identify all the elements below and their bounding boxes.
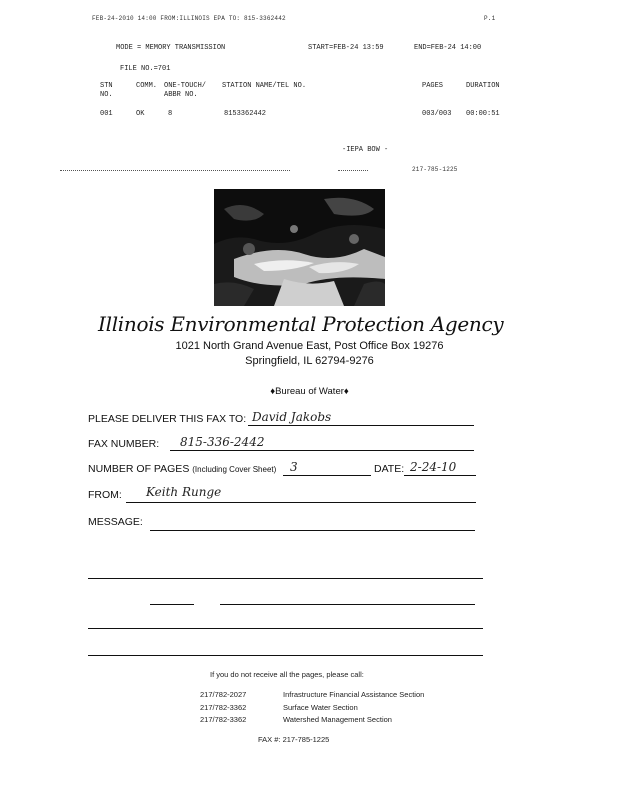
contact-fax: FAX #: 217-785-1225 <box>258 735 330 744</box>
bureau-tag: -IEPA BOW - <box>342 146 389 154</box>
bureau-label: Bureau of Water <box>275 386 344 397</box>
contact-phone: 217/782-3362 <box>200 703 247 712</box>
contact-section: Watershed Management Section <box>283 715 392 724</box>
diamond-icon: ♦ <box>343 386 349 397</box>
log-row-pages: 003/003 <box>422 110 452 118</box>
message-line-2 <box>88 578 483 579</box>
from-label: FROM: <box>88 489 122 501</box>
stream-photo <box>214 189 385 306</box>
contacts-intro: If you do not receive all the pages, please call: <box>210 670 364 679</box>
message-line-1 <box>150 530 475 531</box>
pages-label-note: (Including Cover Sheet) <box>192 465 277 474</box>
from-value: Keith Runge <box>146 485 222 499</box>
deliver-to-label: PLEASE DELIVER THIS FAX TO: <box>88 413 247 425</box>
message-line-4 <box>220 604 475 605</box>
fax-log-divider <box>60 170 290 171</box>
log-row-duration: 00:00:51 <box>466 110 500 118</box>
fax-top-header: FEB-24-2010 14:00 FROM:ILLINOIS EPA TO: 815-3362442 <box>92 15 286 22</box>
contact-section: Infrastructure Financial Assistance Section <box>283 690 425 699</box>
log-col-onetouch: ONE-TOUCH/ ABBR NO. <box>164 82 207 99</box>
fax-number-value: 815-336-2442 <box>180 435 265 449</box>
message-line-3 <box>150 604 194 605</box>
log-row-comm: OK <box>136 110 145 118</box>
deliver-to-line <box>248 425 474 426</box>
contact-phone: 217/782-2027 <box>200 690 247 699</box>
fax-number-line <box>170 450 474 451</box>
fax-mode-line: MODE = MEMORY TRANSMISSION <box>116 44 226 52</box>
fax-end-time: END=FEB-24 14:00 <box>414 44 482 52</box>
diamond-icon: ♦ <box>270 386 276 397</box>
agency-address-line1: 1021 North Grand Avenue East, Post Office Box 19276 <box>175 340 444 352</box>
log-col-duration: DURATION <box>466 82 500 90</box>
log-row-station: 8153362442 <box>224 110 267 118</box>
pages-label <box>88 463 276 475</box>
date-line <box>404 475 476 476</box>
agency-title: Illinois Environmental Protection Agency <box>98 312 504 336</box>
fax-number-label: FAX NUMBER: <box>88 438 160 450</box>
pages-line <box>283 475 371 476</box>
date-label: DATE: <box>374 463 405 475</box>
message-label: MESSAGE: <box>88 516 143 528</box>
date-value: 2-24-10 <box>410 460 457 474</box>
message-line-5 <box>88 628 483 629</box>
message-line-6 <box>88 655 483 656</box>
deliver-to-value: David Jakobs <box>252 410 332 424</box>
fax-file-number: FILE NO.=701 <box>120 65 171 73</box>
fax-page-indicator: P.1 <box>484 15 496 22</box>
contact-section: Surface Water Section <box>283 703 358 712</box>
pages-value: 3 <box>290 460 298 474</box>
log-col-stn: STN NO. <box>100 82 113 99</box>
from-line <box>126 502 476 503</box>
log-row-onetouch: 8 <box>168 110 173 118</box>
contact-phone: 217/782-3362 <box>200 715 247 724</box>
log-col-pages: PAGES <box>422 82 444 90</box>
bureau-heading <box>0 386 619 397</box>
fax-log-divider-right <box>338 170 368 171</box>
log-col-station: STATION NAME/TEL NO. <box>222 82 307 90</box>
log-col-comm: COMM. <box>136 82 158 90</box>
fax-start-time: START=FEB-24 13:59 <box>308 44 384 52</box>
agency-address-line2: Springfield, IL 62794-9276 <box>245 355 374 367</box>
log-row-stn: 001 <box>100 110 113 118</box>
fax-footer-number: 217-785-1225 <box>412 166 458 173</box>
pages-label-main: NUMBER OF PAGES <box>88 463 190 475</box>
